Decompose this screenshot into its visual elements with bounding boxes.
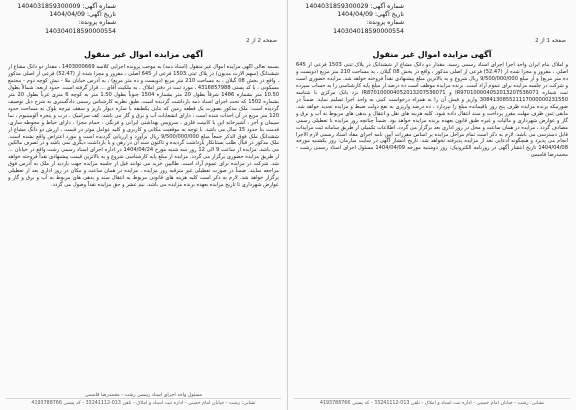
left-page-number: صفحه 2 از 2 bbox=[246, 38, 277, 44]
right-page bbox=[288, 0, 576, 410]
left-title: آگهی مزایده اموال غیر منقول bbox=[84, 50, 203, 59]
left-signature: مسئول واحد اجرای اسناد رسمی رشت - محمدرضا قاسمی bbox=[84, 393, 203, 398]
right-ad-date: تاریخ آگهی: 1404/04/09 bbox=[337, 11, 404, 19]
left-ad-date: تاریخ آگهی: 1404/04/09 bbox=[49, 11, 116, 19]
left-body-text: بسمه تعالی آگهی مزایده اموال غیر منقول (اسناد ذمه) به موجب پرونده اجرایی کلاسه 1403000669 ، مقدار دو دانگ مشاع از ششدانگ (سهم الارث مدیون) در پلاک ثبتی 1503 فرعی از 645 اصلی ، مفروز و مجزا شده از (52.47) فرعی از اصلی مذکور ، واقع در بخش 08 گیلان ، به مساحت 210 متر مربع (دویست و ده متر مربع) ، به آدرس خیابان ملا - نبش کوچه دوم - مجتمع مسکونی ، با کد پستی 4316857988 ، مورد ثبت در دفتر املاک ، به ملکیت آقای ... قرار گرفته است. حدود اربعه: شمالاً بطول 10.50 متر بشماره 1486 شرقاً بطول 20 متر بشماره 1504 جنوباً بطول 1.50 متر به کوچه 6 متری غرباً بطول 20 متر بشماره 1502 که تحت اجرای اسناد ذمه بازداشت گردیده است. طبق نظریه کارشناس رسمی دادگستری به شرح ذیل توصیف گردیده است: ملک مذکور بصورت یک قطعه زمین که بنایی یکطبقه با سازه دیوار باربر و سقف تیرچه بلوک به مساحت حدود 120 متر مربع در آن احداث شده است ، دارای انشعابات آب و برق و گاز می باشد. کف سرامیک ، درب و پنجره آلومینیوم ، نما سیمان و آجر ، آشپزخانه اپن با کابینت فلزی ، سرویس بهداشتی ایرانی و فرنگی ، حمام مجزا ، دارای حیاط و محوطه سازی. قدمت بنا حدود 15 سال می باشد. با توجه به موقعیت مکانی و کاربری و کلیه عوامل موثر در قیمت ، ارزش دو دانگ مشاع از ششدانگ ملک فوق الذکر جمعاً مبلغ 9/500/000/000 ریال برآورد و ارزیابی گردیده است و مورد اعتراض واقع نشده است. ملک مذکور در قبال طلب بستانکار بازداشت گردیده و تاکنون سند آن در رهن و یا بازداشت دیگری نمی باشد و در تصرف مالکین می باشد. مزایده از ساعت 9 الی 12 روز سه شنبه مورخ 1404/04/24 در اداره اجرای اسناد رسمی رشت واقع در خیابان ... از طریق مزایده حضوری برگزار می گردد. مزایده از مبلغ پایه کارشناسی شروع و به بالاترین قیمت پیشنهادی نقداً فروخته خواهد شد. شرکت در مزایده برای عموم آزاد است. طالبین خرید می توانند قبل از جلسه مزایده جهت بازدید از ملک به آدرس فوق مراجعه نمایند. ضمناً در صورت تعطیلی غیر مترقبه روز مزایده ، مزایده در همان ساعت و مکان در روز اداری بعد از تعطیلی برگزار خواهد شد. لازم به ذکر است کلیه هزینه های قانونی مربوط به انتقال سند و بدهی های مربوط به آب و برق و گاز و عوارض شهرداری تا تاریخ مزایده بعهده برنده مزایده می باشد. نیم عشر و حق مزایده نقداً وصول می گردد. bbox=[8, 64, 279, 189]
left-ad-number: شماره آگهی: 1404031859300009 bbox=[17, 3, 116, 10]
left-footer: نشانی: رشت - خیابان امام خمینی - اداره ثبت اسناد و املاک - تلفن 013-33241112 - کد پستی 4193788766 bbox=[6, 398, 281, 407]
right-title: آگهی مزایده اموال غیر منقول bbox=[372, 50, 492, 59]
right-body-text: و املاک بنام ایران واحد اجرا اجرای اسناد رسمی رسید. مقدار دو دانگ مشاع از ششدانگ در پلاک ثبتی 1503 فرعی از 645 اصلی ، مفروز و مجزا شده از (52.47) فرعی از اصلی مذکور ، واقع در بخش 08 گیلان ، به مساحت 210 متر مربع (دویست و ده متر مربع) و از مبلغ 9/500/000/000 ریال شروع و به بالاترین مبلغ پیشنهادی نقداً فروخته خواهد شد. مزایده حضوری است و شرکت در جلسه مزایده برای عموم آزاد است. برنده مزایده موظف است ده درصد از مبلغ پایه کارشناسی را به حساب سپرده ثبت شماره IR970100004052013207536071 و IR870100004052013207536071 نزد بانک مرکزی با شناسه 308413085521117000000231550 واریز و فیش آن را به همراه درخواست کتبی به واحد اجرا تسلیم نماید. ضمناً در صورتیکه برنده مزایده ظرف پنج روز باقیمانده مبلغ را نپردازد ، ده درصد واریزی به نفع دولت ضبط و مزایده تجدید خواهد شد. مابقی ثمن ظرف مهلت مقرر پرداخت و سند انتقال داده شود. کلیه هزینه های نقل و انتقال و بدهی های مربوط به آب و برق و گاز و عوارض شهرداری و مالیات و غیره طبق قانون بعهده برنده مزایده خواهد بود. ضمناً چنانچه روز مزایده با تعطیلی رسمی مصادف گردد ، مزایده در همان ساعت و محل در روز اداری بعد برگزار می گردد. اطلاعات تکمیلی از طریق سامانه ثبت مزایدات قابل دسترسی می باشد. لازم به ذکر است تمام مراحل مزایده بر اساس مقررات آیین نامه اجرای مفاد اسناد رسمی لازم الاجرا انجام می پذیرد و هیچگونه ادعایی بعد از مزایده پذیرفته نخواهد شد. تاریخ انتشار آگهی در سایت سازمان: روز یکشنبه مورخه 1404/04/08 تاریخ انتشار آگهی در روزنامه الکترونیک: روز دوشنبه مورخه 1404/04/09 مسئول اجرای اسناد رسمی رشت - محمدرضا قاسمی bbox=[296, 62, 568, 159]
left-file-number: شماره پرونده: 140304018590000554 bbox=[45, 19, 116, 35]
right-footer: نشانی: رشت - خیابان امام خمینی - اداره ثبت اسناد و املاک - تلفن 013-33241112 - کد پستی 4193788766 bbox=[294, 398, 570, 407]
left-meta-block bbox=[6, 3, 116, 36]
right-file-number: شماره پرونده: 140304018590000554 bbox=[333, 19, 404, 35]
right-ad-number: شماره آگهی: 1404031859300029 bbox=[305, 3, 404, 10]
right-page-number: صفحه 1 از 2 bbox=[535, 38, 566, 44]
right-meta-block bbox=[294, 3, 404, 36]
